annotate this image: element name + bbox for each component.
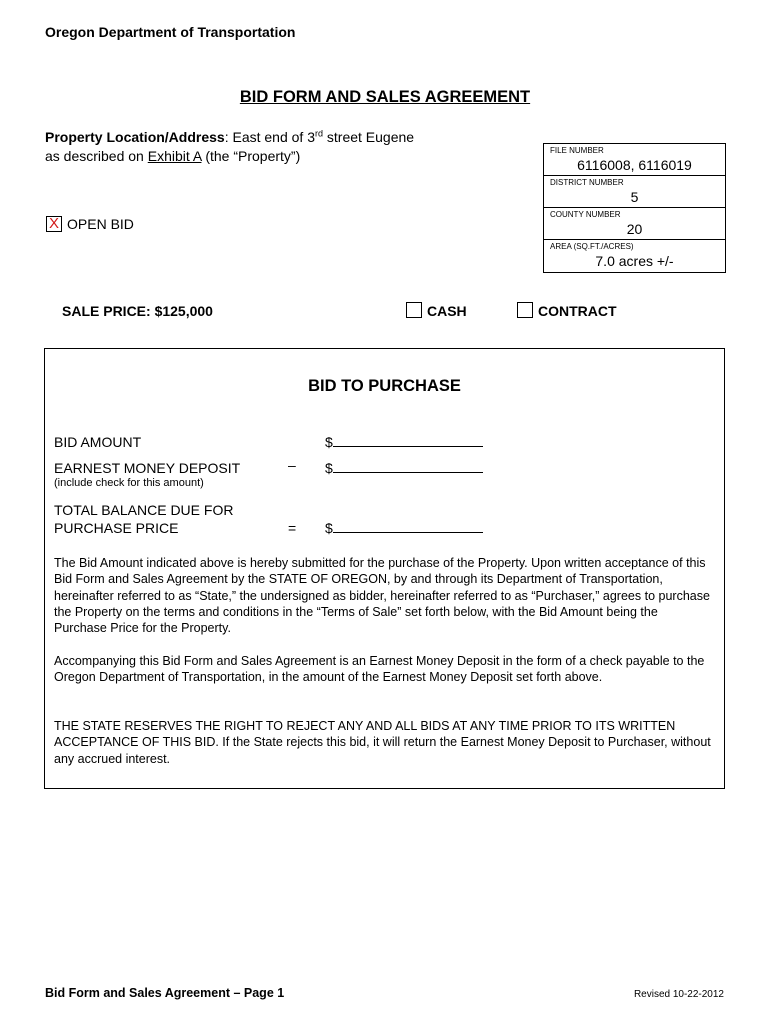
open-bid-check-mark: X [48, 215, 59, 232]
property-location-line2 [45, 147, 515, 166]
earnest-money-field[interactable] [325, 459, 483, 476]
property-location-label: Property Location/Address [45, 129, 225, 145]
earnest-money-label: EARNEST MONEY DEPOSIT [54, 460, 241, 476]
property-info-box [543, 143, 726, 273]
total-balance-dollar: $ [325, 520, 333, 536]
exhibit-a-link[interactable]: Exhibit A [147, 148, 202, 164]
file-number-label: FILE NUMBER [550, 146, 604, 155]
bid-amount-label: BID AMOUNT [54, 434, 142, 450]
property-location-line1 [45, 128, 515, 147]
file-number-value: 6116008, 6116019 [577, 157, 692, 173]
cash-checkbox[interactable] [406, 302, 422, 318]
total-balance-line [333, 519, 483, 533]
file-number-cell [544, 144, 725, 176]
county-number-cell [544, 208, 725, 240]
rejection-rights-paragraph: THE STATE RESERVES THE RIGHT TO REJECT ANY AND ALL BIDS AT ANY TIME PRIOR TO ITS WRITTEN ACCEPTANCE OF THIS BID. If the State rejects this bid, it will return the Earnest Money Deposit to Purchaser, without any accrued interest. [54, 719, 711, 766]
contract-checkbox[interactable] [517, 302, 533, 318]
earnest-money-note: (include check for this amount) [54, 477, 204, 489]
contract-label: CONTRACT [538, 303, 617, 319]
property-definition-text: (the “Property”) [201, 148, 301, 164]
sale-price: SALE PRICE: $125,000 [62, 303, 213, 319]
cash-label: CASH [427, 303, 467, 319]
document-title: BID FORM AND SALES AGREEMENT [239, 88, 531, 106]
total-balance-label-line2: PURCHASE PRICE [54, 520, 179, 536]
district-number-value: 5 [630, 189, 639, 205]
district-number-cell [544, 176, 725, 208]
property-location [45, 128, 515, 166]
area-label: AREA (SQ.FT./ACRES) [550, 242, 634, 251]
bid-terms-paragraph: The Bid Amount indicated above is hereby submitted for the purchase of the Property. Upon written acceptance of this Bid Form and Sales Agreement by the STATE OF OREGON, by and through its Department of Transportation, hereinafter referred to as “State,” the undersigned as bidder, hereinafter referred to as “Purchaser,” agrees to purchase the Property on the terms and conditions in the “Terms of Sale” set forth below, with the Bid Amount being the Purchase Price for the Property. [54, 556, 710, 636]
open-bid-label: OPEN BID [67, 216, 134, 232]
bid-amount-dollar: $ [325, 434, 333, 450]
area-value: 7.0 acres +/- [595, 253, 674, 269]
bid-to-purchase-panel [44, 348, 725, 789]
footer-revised-date: Revised 10-22-2012 [633, 989, 724, 1000]
total-balance-label [54, 501, 233, 537]
area-cell [544, 240, 725, 273]
bid-to-purchase-title: BID TO PURCHASE [308, 377, 461, 395]
district-number-label: DISTRICT NUMBER [550, 178, 624, 187]
county-number-value: 20 [626, 221, 643, 237]
bid-amount-line [333, 433, 483, 447]
earnest-deposit-paragraph: Accompanying this Bid Form and Sales Agreement is an Earnest Money Deposit in the form of a check payable to the Oregon Department of Transportation, in the amount of the Earnest Money Deposit set forth above. [54, 654, 705, 685]
total-balance-field[interactable] [325, 519, 483, 536]
earnest-money-dollar: $ [325, 460, 333, 476]
agency-name: Oregon Department of Transportation [45, 24, 296, 40]
earnest-money-operator: – [288, 457, 296, 473]
total-balance-label-line1: TOTAL BALANCE DUE FOR [54, 502, 234, 518]
footer-page-label: Bid Form and Sales Agreement – Page 1 [45, 986, 285, 1000]
open-bid-checkbox[interactable] [46, 216, 62, 232]
county-number-label: COUNTY NUMBER [550, 210, 621, 219]
property-address-text: : East end of 3 [224, 129, 315, 145]
property-described-text: as described on [45, 148, 148, 164]
bid-amount-field[interactable] [325, 433, 483, 450]
total-balance-operator: = [288, 520, 297, 536]
property-address-superscript: rd [315, 128, 324, 139]
earnest-money-line [333, 459, 483, 473]
property-address-rest: street Eugene [323, 129, 415, 145]
